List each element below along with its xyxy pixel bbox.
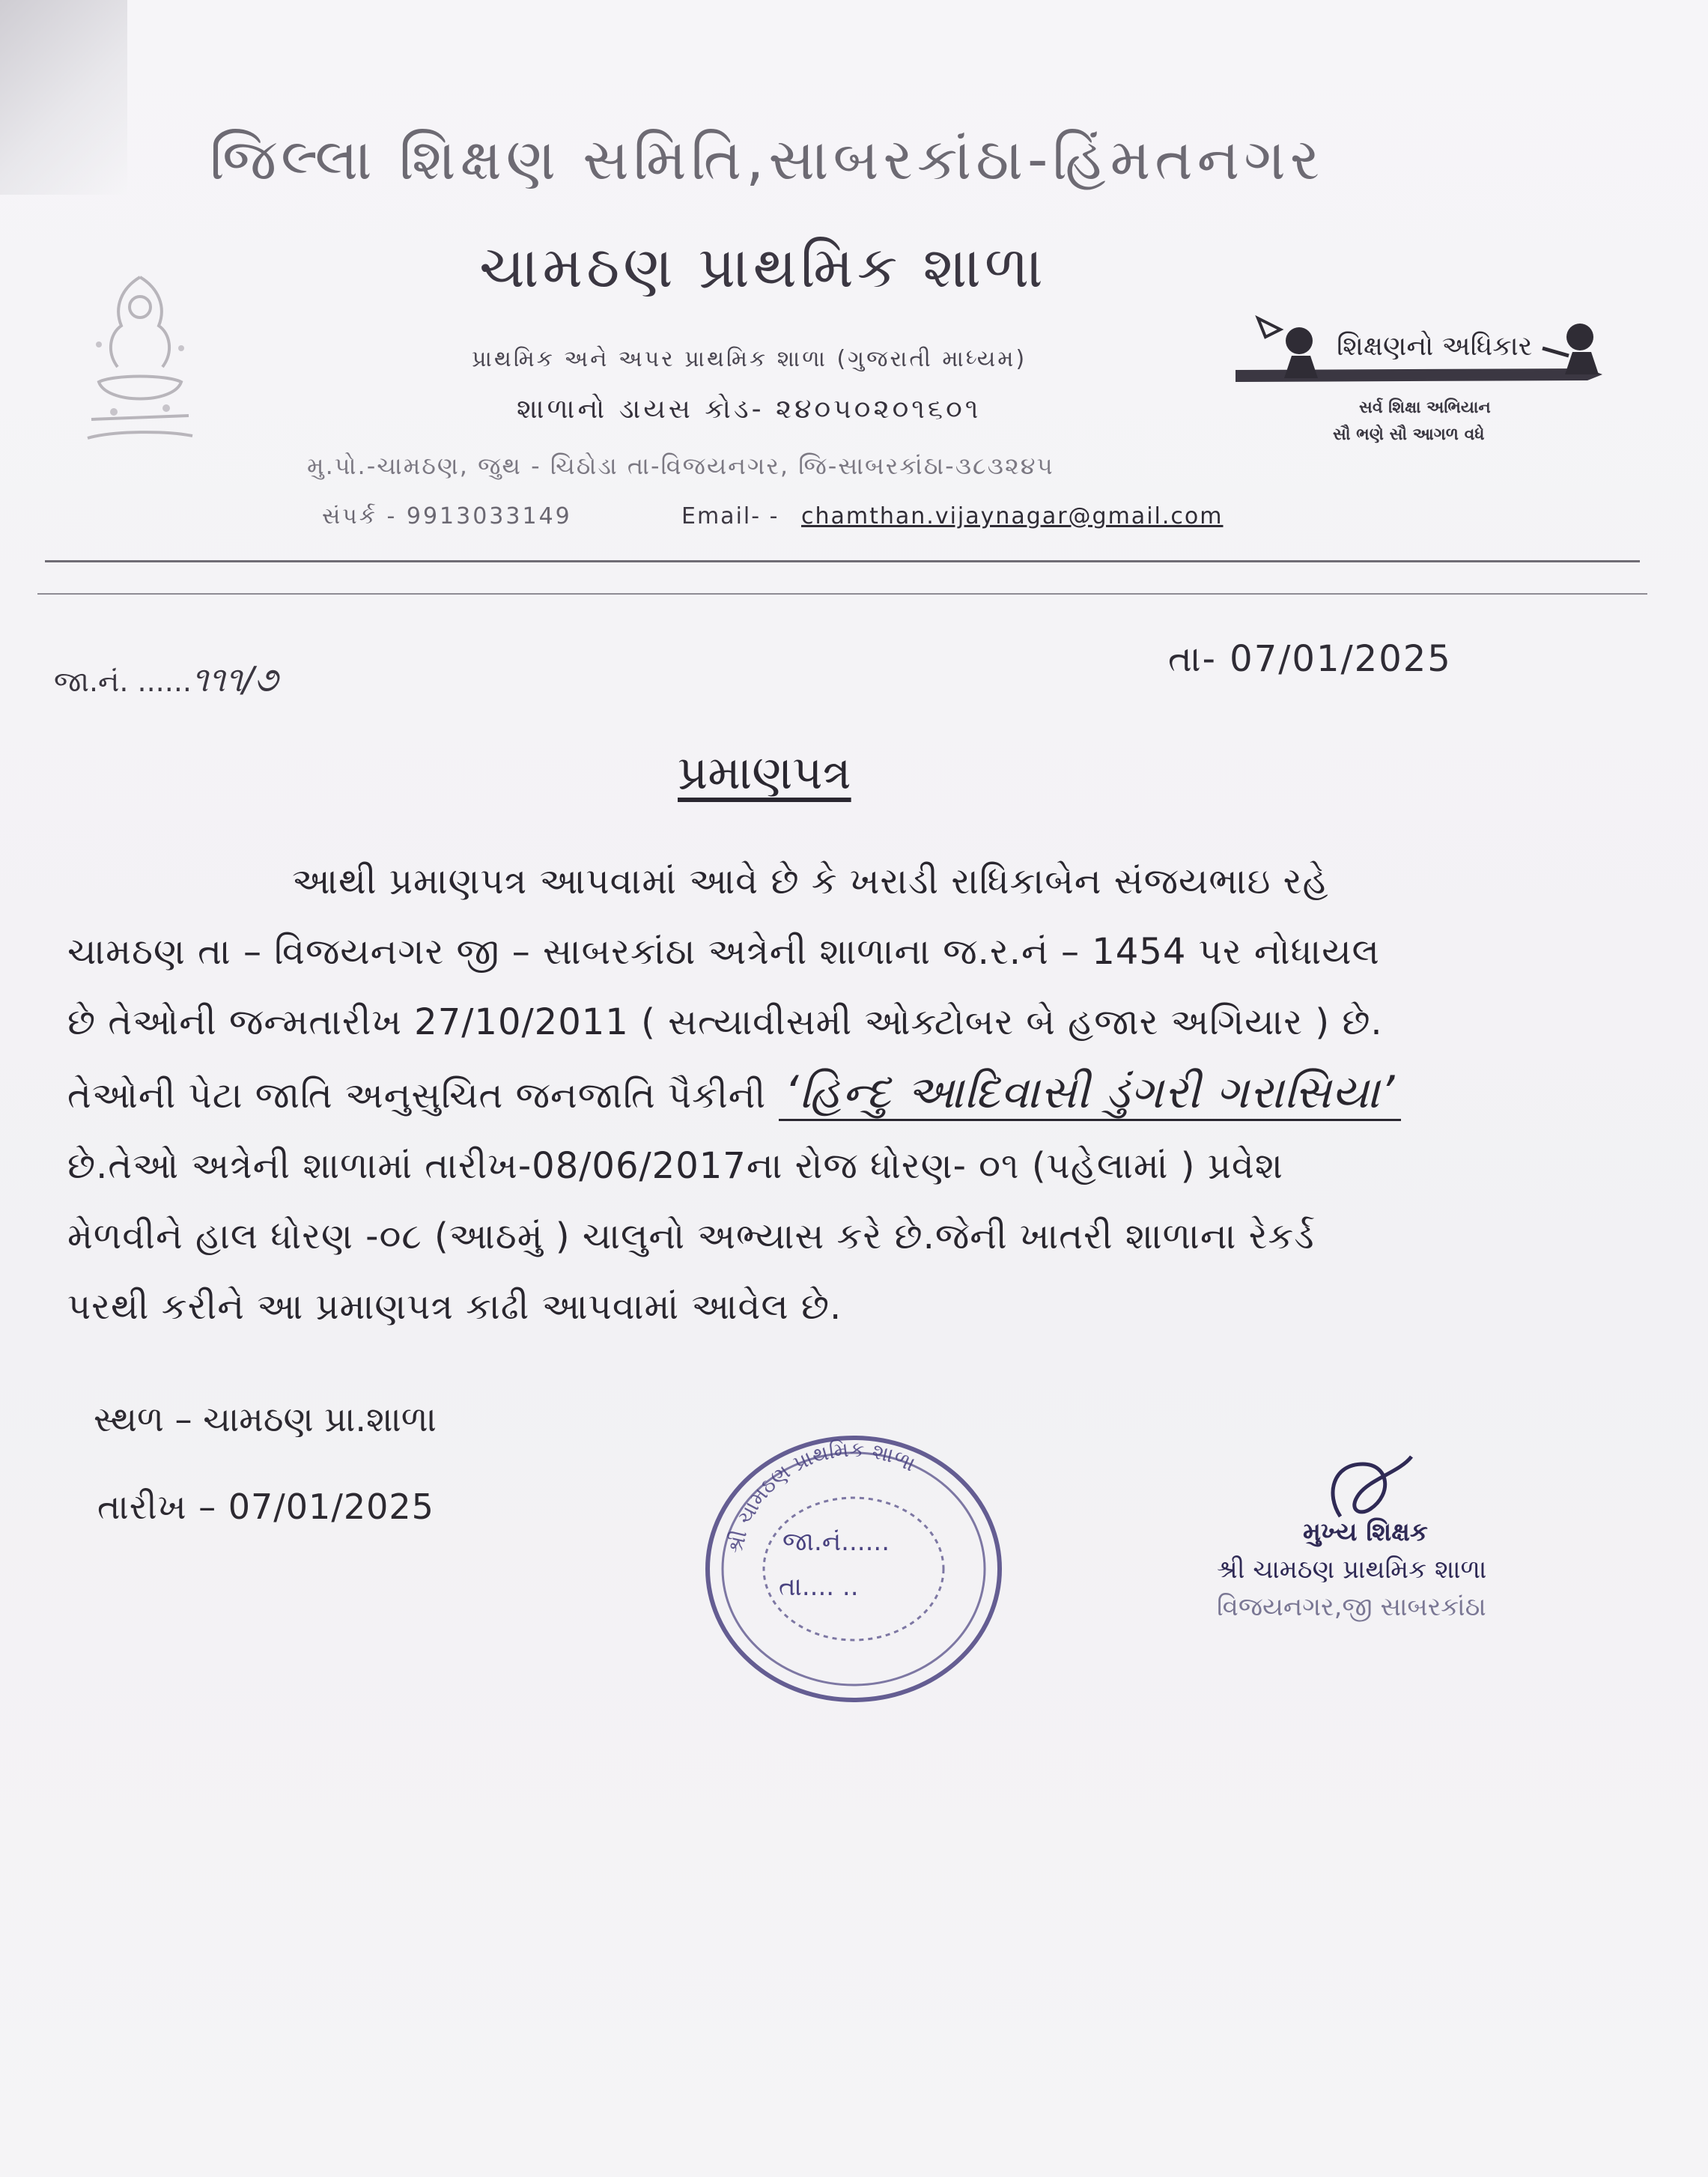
reference-value: ૧૧૧/૭ (192, 659, 279, 699)
certificate-body (67, 846, 1625, 1342)
school-stamp (696, 1427, 1011, 1711)
tribe-name: ‘હિન્દુ આદિવાસી ડુંગરી ગરાસિયા’ (779, 1066, 1402, 1121)
reference-number (54, 659, 278, 701)
reference-label: જા.નં. ...... (54, 665, 192, 698)
email-address[interactable]: chamthan.vijaynagar@gmail.com (801, 503, 1224, 529)
email-label: Email- - (681, 503, 779, 529)
dise-code: શાળાનો ડાયસ કોડ- ૨૪૦૫૦૨૦૧૬૦૧ (517, 394, 982, 425)
school-type: પ્રાથમિક અને અપર પ્રાથમિક શાળા (ગુજરાતી માધ્યમ) (472, 346, 1027, 372)
signatory-school: શ્રી ચામઠણ પ્રાથમિક શાળા (1217, 1555, 1487, 1585)
body-line-6: મેળવીને હાલ ધોરણ -૦૮ (આઠમું ) ચાલુનો અભ્યાસ કરે છે.જેની ખાતરી શાળાના રેકર્ડ (67, 1215, 1315, 1257)
body-line-1: આથી પ્રમાણપત્ર આપવામાં આવે છે કે ખરાડી રાધિકાબેન સંજયભાઇ રહે (292, 860, 1329, 902)
contact-line: સંપર્ક - 9913033149 (322, 503, 572, 529)
emblem-icon (69, 262, 211, 457)
stamp-line2: તા.... .. (779, 1572, 859, 1602)
place-line: સ્થળ – ચામઠણ પ્રા.શાળા (94, 1399, 437, 1439)
rte-logo (1228, 315, 1632, 457)
body-line-5: છે.તેઓ અત્રેની શાળામાં તારીખ-08/06/2017ના રોજ ધોરણ- ૦૧ (પહેલામાં ) પ્રવેશ (67, 1145, 1283, 1187)
signatory-title: મુખ્ય શિક્ષક (1303, 1517, 1428, 1547)
body-line-7: પરથી કરીને આ પ્રમાણપત્ર કાઢી આપવામાં આવેલ છે. (67, 1286, 842, 1328)
stamp-line1: જા.નં...... (782, 1527, 890, 1557)
rte-line2: સૌ ભણે સૌ આગળ વધે (1333, 425, 1485, 444)
school-address: મુ.પો.-ચામઠણ, જુથ - ચિઠોડા તા-વિજયનગર, જિ-સાબરકાંઠા-૩૮૩૨૪૫ (307, 452, 1054, 480)
school-name: ચામઠણ પ્રાથમિક શાળા (479, 234, 1047, 300)
phone-number: 9913033149 (406, 503, 572, 529)
footer-date: તારીખ – 07/01/2025 (97, 1487, 434, 1527)
contact-label: સંપર્ક (322, 503, 377, 529)
signatory-place: વિજયનગર,જી સાબરકાંઠા (1217, 1592, 1486, 1622)
page-fold-shadow (0, 0, 127, 195)
header-divider-top (45, 560, 1640, 562)
letter-date: તા- 07/01/2025 (1168, 638, 1452, 680)
body-line-3: છે તેઓની જન્મતારીખ 27/10/2011 ( સત્યાવીસમી ઓક્ટોબર બે હજાર અગિયાર ) છે. (67, 1001, 1383, 1043)
org-title: જિલ્લા શિક્ષણ સમિતિ,સાબરકાંઠા-હિંમતનગર (210, 126, 1325, 192)
body-line-4 (67, 1057, 1625, 1131)
body-line-2: ચામઠણ તા – વિજયનગર જી – સાબરકાંઠા અત્રેની શાળાના જ.ર.નં – 1454 પર નોધાયલ (67, 931, 1380, 973)
header-divider-bottom (37, 593, 1647, 595)
certificate-title: પ્રમાણપત્ર (678, 745, 851, 800)
rte-title: શિક્ષણનો અધિકાર (1337, 331, 1533, 362)
rte-line1: સર્વ શિક્ષા અભિયાન (1359, 398, 1491, 417)
stamp-ring-text: શ્રી ચામઠણ પ્રાથમિક શાળા (723, 1436, 920, 1556)
body-line-4-prefix: તેઓની પેટા જાતિ અનુસુચિત જનજાતિ પૈકીની (67, 1075, 767, 1117)
